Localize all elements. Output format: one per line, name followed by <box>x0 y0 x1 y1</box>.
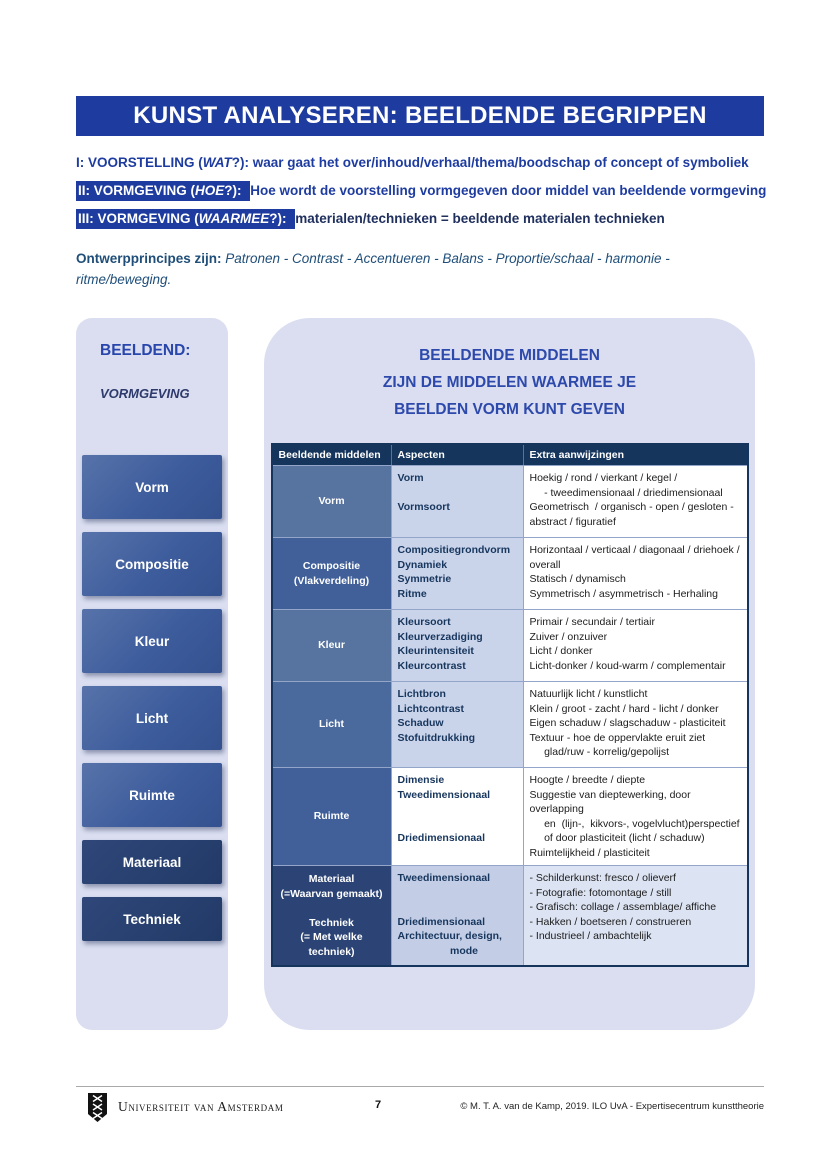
page-title: KUNST ANALYSEREN: BEELDENDE BEGRIPPEN <box>133 102 707 129</box>
row-vorm-middel: Vorm <box>273 466 391 537</box>
panel-heading-line-1: BEELDENDE MIDDELEN <box>419 347 600 364</box>
row-compositie-extra: Horizontaal / verticaal / diagonaal / driehoek / overall Statisch / dynamisch Symmetrisch / asymmetrisch - Herhaling <box>523 538 747 609</box>
university-name: Universiteit van Amsterdam <box>118 1099 284 1114</box>
table-row-kleur <box>273 609 747 681</box>
university-logo-icon <box>88 1093 107 1122</box>
table-header-row <box>273 445 747 465</box>
footer <box>76 1092 764 1134</box>
row-licht-middel: Licht <box>273 682 391 767</box>
sidebar-item-vorm: Vorm <box>82 455 222 519</box>
intro-line-voorstelling <box>76 153 776 172</box>
table-row-compositie <box>273 537 747 609</box>
principles-list: Patronen - Contrast - Accentueren - Balans - Proportie/schaal - harmonie - ritme/beweging. <box>76 251 670 287</box>
row-vorm-aspecten: Vorm Vormsoort <box>391 466 523 537</box>
row-materiaal-extra: - Schilderkunst: fresco / olieverf - Fotografie: fotomontage / still - Grafisch: collage / assemblage/ affiche - Hakken / boetseren / construeren - Industrieel / ambachtelijk <box>523 866 747 965</box>
row-kleur-aspecten: Kleursoort Kleurverzadiging Kleurintensiteit Kleurcontrast <box>391 610 523 681</box>
intro-text-1: waar gaat het over/inhoud/verhaal/thema/boodschap of concept of symboliek <box>252 155 749 170</box>
intro-line-vormgeving-hoe <box>76 181 776 200</box>
sidebar-panel <box>76 318 228 1030</box>
row-ruimte-extra: Hoogte / breedte / diepte Suggestie van dieptewerking, door overlapping en (lijn-, kikvors-, vogelvlucht)perspectief of door plasticiteit (licht / schaduw) Ruimtelijkheid / plasticiteit <box>523 768 747 865</box>
row-materiaal-middel: Materiaal (=Waarvan gemaakt) Techniek (= Met welke techniek) <box>273 866 391 965</box>
row-compositie-middel: Compositie (Vlakverdeling) <box>273 538 391 609</box>
row-kleur-extra: Primair / secundair / tertiair Zuiver / onzuiver Licht / donker Licht-donker / koud-warm / complementair <box>523 610 747 681</box>
sidebar-item-materiaal: Materiaal <box>82 840 222 884</box>
intro-text-2: Hoe wordt de voorstelling vormgegeven door middel van beeldende vormgeving <box>250 183 767 198</box>
sidebar-title: BEELDEND: <box>100 342 191 359</box>
row-licht-extra: Natuurlijk licht / kunstlicht Klein / groot - zacht / hard - licht / donker Eigen schaduw / slagschaduw - plasticiteit Textuur - hoe de oppervlakte eruit ziet glad/ruw - korrelig/gepolijst <box>523 682 747 767</box>
row-kleur-middel: Kleur <box>273 610 391 681</box>
panel-heading <box>264 318 755 423</box>
row-ruimte-aspecten: Dimensie Tweedimensionaal Driedimensionaal <box>391 768 523 865</box>
table-header-aspecten: Aspecten <box>391 445 523 465</box>
intro-section <box>76 153 776 237</box>
row-licht-aspecten: Lichtbron Lichtcontrast Schaduw Stofuitdrukking <box>391 682 523 767</box>
table-row-vorm <box>273 465 747 537</box>
sidebar-item-compositie: Compositie <box>82 532 222 596</box>
principles-label: Ontwerpprincipes zijn: <box>76 251 226 266</box>
sidebar-item-kleur: Kleur <box>82 609 222 673</box>
row-vorm-extra: Hoekig / rond / vierkant / kegel / - tweedimensionaal / driedimensionaal Geometrisch / organisch - open / gesloten - abstract / figuratief <box>523 466 747 537</box>
sidebar-subtitle: VORMGEVING <box>100 386 190 401</box>
intro-label-1: I: VOORSTELLING (WAT?): <box>76 155 253 170</box>
footer-divider <box>76 1086 764 1087</box>
copyright-text: © M. T. A. van de Kamp, 2019. ILO UvA - Expertisecentrum kunsttheorie <box>460 1101 764 1112</box>
table-row-licht <box>273 681 747 767</box>
sidebar-item-techniek: Techniek <box>82 897 222 941</box>
intro-line-vormgeving-waarmee <box>76 209 776 228</box>
panel-heading-line-3: BEELDEN VORM KUNT GEVEN <box>394 401 625 418</box>
table-header-extra: Extra aanwijzingen <box>523 445 747 465</box>
intro-label-3: III: VORMGEVING (WAARMEE?): <box>76 209 295 229</box>
row-ruimte-middel: Ruimte <box>273 768 391 865</box>
sidebar-item-ruimte: Ruimte <box>82 763 222 827</box>
row-materiaal-aspecten: Tweedimensionaal Driedimensionaal Architectuur, design, mode <box>391 866 523 965</box>
design-principles <box>76 248 716 290</box>
intro-text-3: materialen/technieken = beeldende materialen technieken <box>295 211 665 226</box>
table-row-ruimte <box>273 767 747 865</box>
middelen-table <box>271 443 749 967</box>
sidebar-item-licht: Licht <box>82 686 222 750</box>
table-header-middelen: Beeldende middelen <box>278 449 381 461</box>
page-number: 7 <box>374 1099 382 1111</box>
table-row-materiaal-techniek <box>273 865 747 965</box>
sidebar-button-list <box>76 455 228 941</box>
row-compositie-aspecten: Compositiegrondvorm Dynamiek Symmetrie Ritme <box>391 538 523 609</box>
title-banner <box>76 96 764 136</box>
intro-label-2: II: VORMGEVING (HOE?): <box>76 181 250 201</box>
panel-heading-line-2: ZIJN DE MIDDELEN WAARMEE JE <box>382 374 637 391</box>
middelen-panel <box>264 318 755 1030</box>
